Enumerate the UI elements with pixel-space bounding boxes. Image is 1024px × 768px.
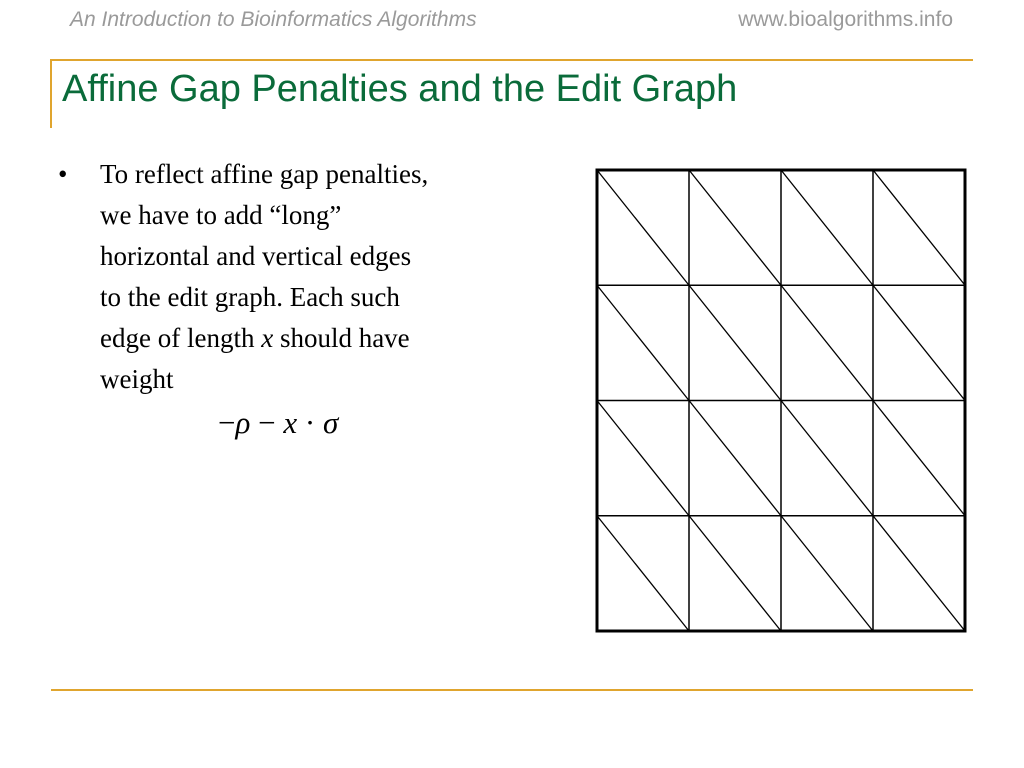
diagonal-edge <box>873 285 965 400</box>
diagonal-edge <box>597 285 689 400</box>
diagonal-edge <box>781 285 873 400</box>
gap-weight-formula <box>218 405 338 441</box>
edit-graph-diagram <box>595 168 969 634</box>
formula-sigma: σ <box>322 405 339 440</box>
title-divider-horizontal <box>51 59 973 61</box>
diagonal-edge <box>597 516 689 631</box>
diagonal-edge <box>597 170 689 285</box>
diagonal-edge <box>689 516 781 631</box>
website-header: www.bioalgorithms.info <box>738 8 953 31</box>
bullet-point <box>58 154 528 400</box>
formula-rho: ρ <box>235 405 251 440</box>
bullet-text <box>100 154 528 400</box>
diagonal-edge <box>689 170 781 285</box>
slide-title: Affine Gap Penalties and the Edit Graph <box>62 68 738 110</box>
footer-divider <box>51 689 973 691</box>
course-title-header: An Introduction to Bioinformatics Algorithms <box>70 8 477 31</box>
diagonal-edge <box>689 401 781 516</box>
bullet-line-text: should have <box>273 323 410 353</box>
formula-x: x <box>283 405 298 440</box>
diagonal-edge <box>597 401 689 516</box>
formula-minus: − <box>250 405 284 440</box>
diagonal-edge <box>873 170 965 285</box>
bullet-line: To reflect affine gap penalties, <box>100 159 429 189</box>
formula-minus: − <box>218 405 236 440</box>
bullet-line: weight <box>100 364 174 394</box>
bullet-line: we have to add “long” <box>100 200 342 230</box>
title-divider-vertical <box>50 59 52 128</box>
diagonal-edge <box>689 285 781 400</box>
formula-dot: · <box>297 405 323 440</box>
diagonal-edge <box>781 170 873 285</box>
bullet-line-text: edge of length <box>100 323 262 353</box>
variable-x: x <box>261 323 274 353</box>
diagonal-edge <box>873 516 965 631</box>
diagonal-edge <box>781 516 873 631</box>
bullet-line: horizontal and vertical edges <box>100 241 412 271</box>
bullet-line <box>100 318 528 359</box>
diagonal-edge <box>781 401 873 516</box>
diagonal-edge <box>873 401 965 516</box>
bullet-line: to the edit graph. Each such <box>100 282 400 312</box>
bullet-icon: • <box>58 159 68 189</box>
